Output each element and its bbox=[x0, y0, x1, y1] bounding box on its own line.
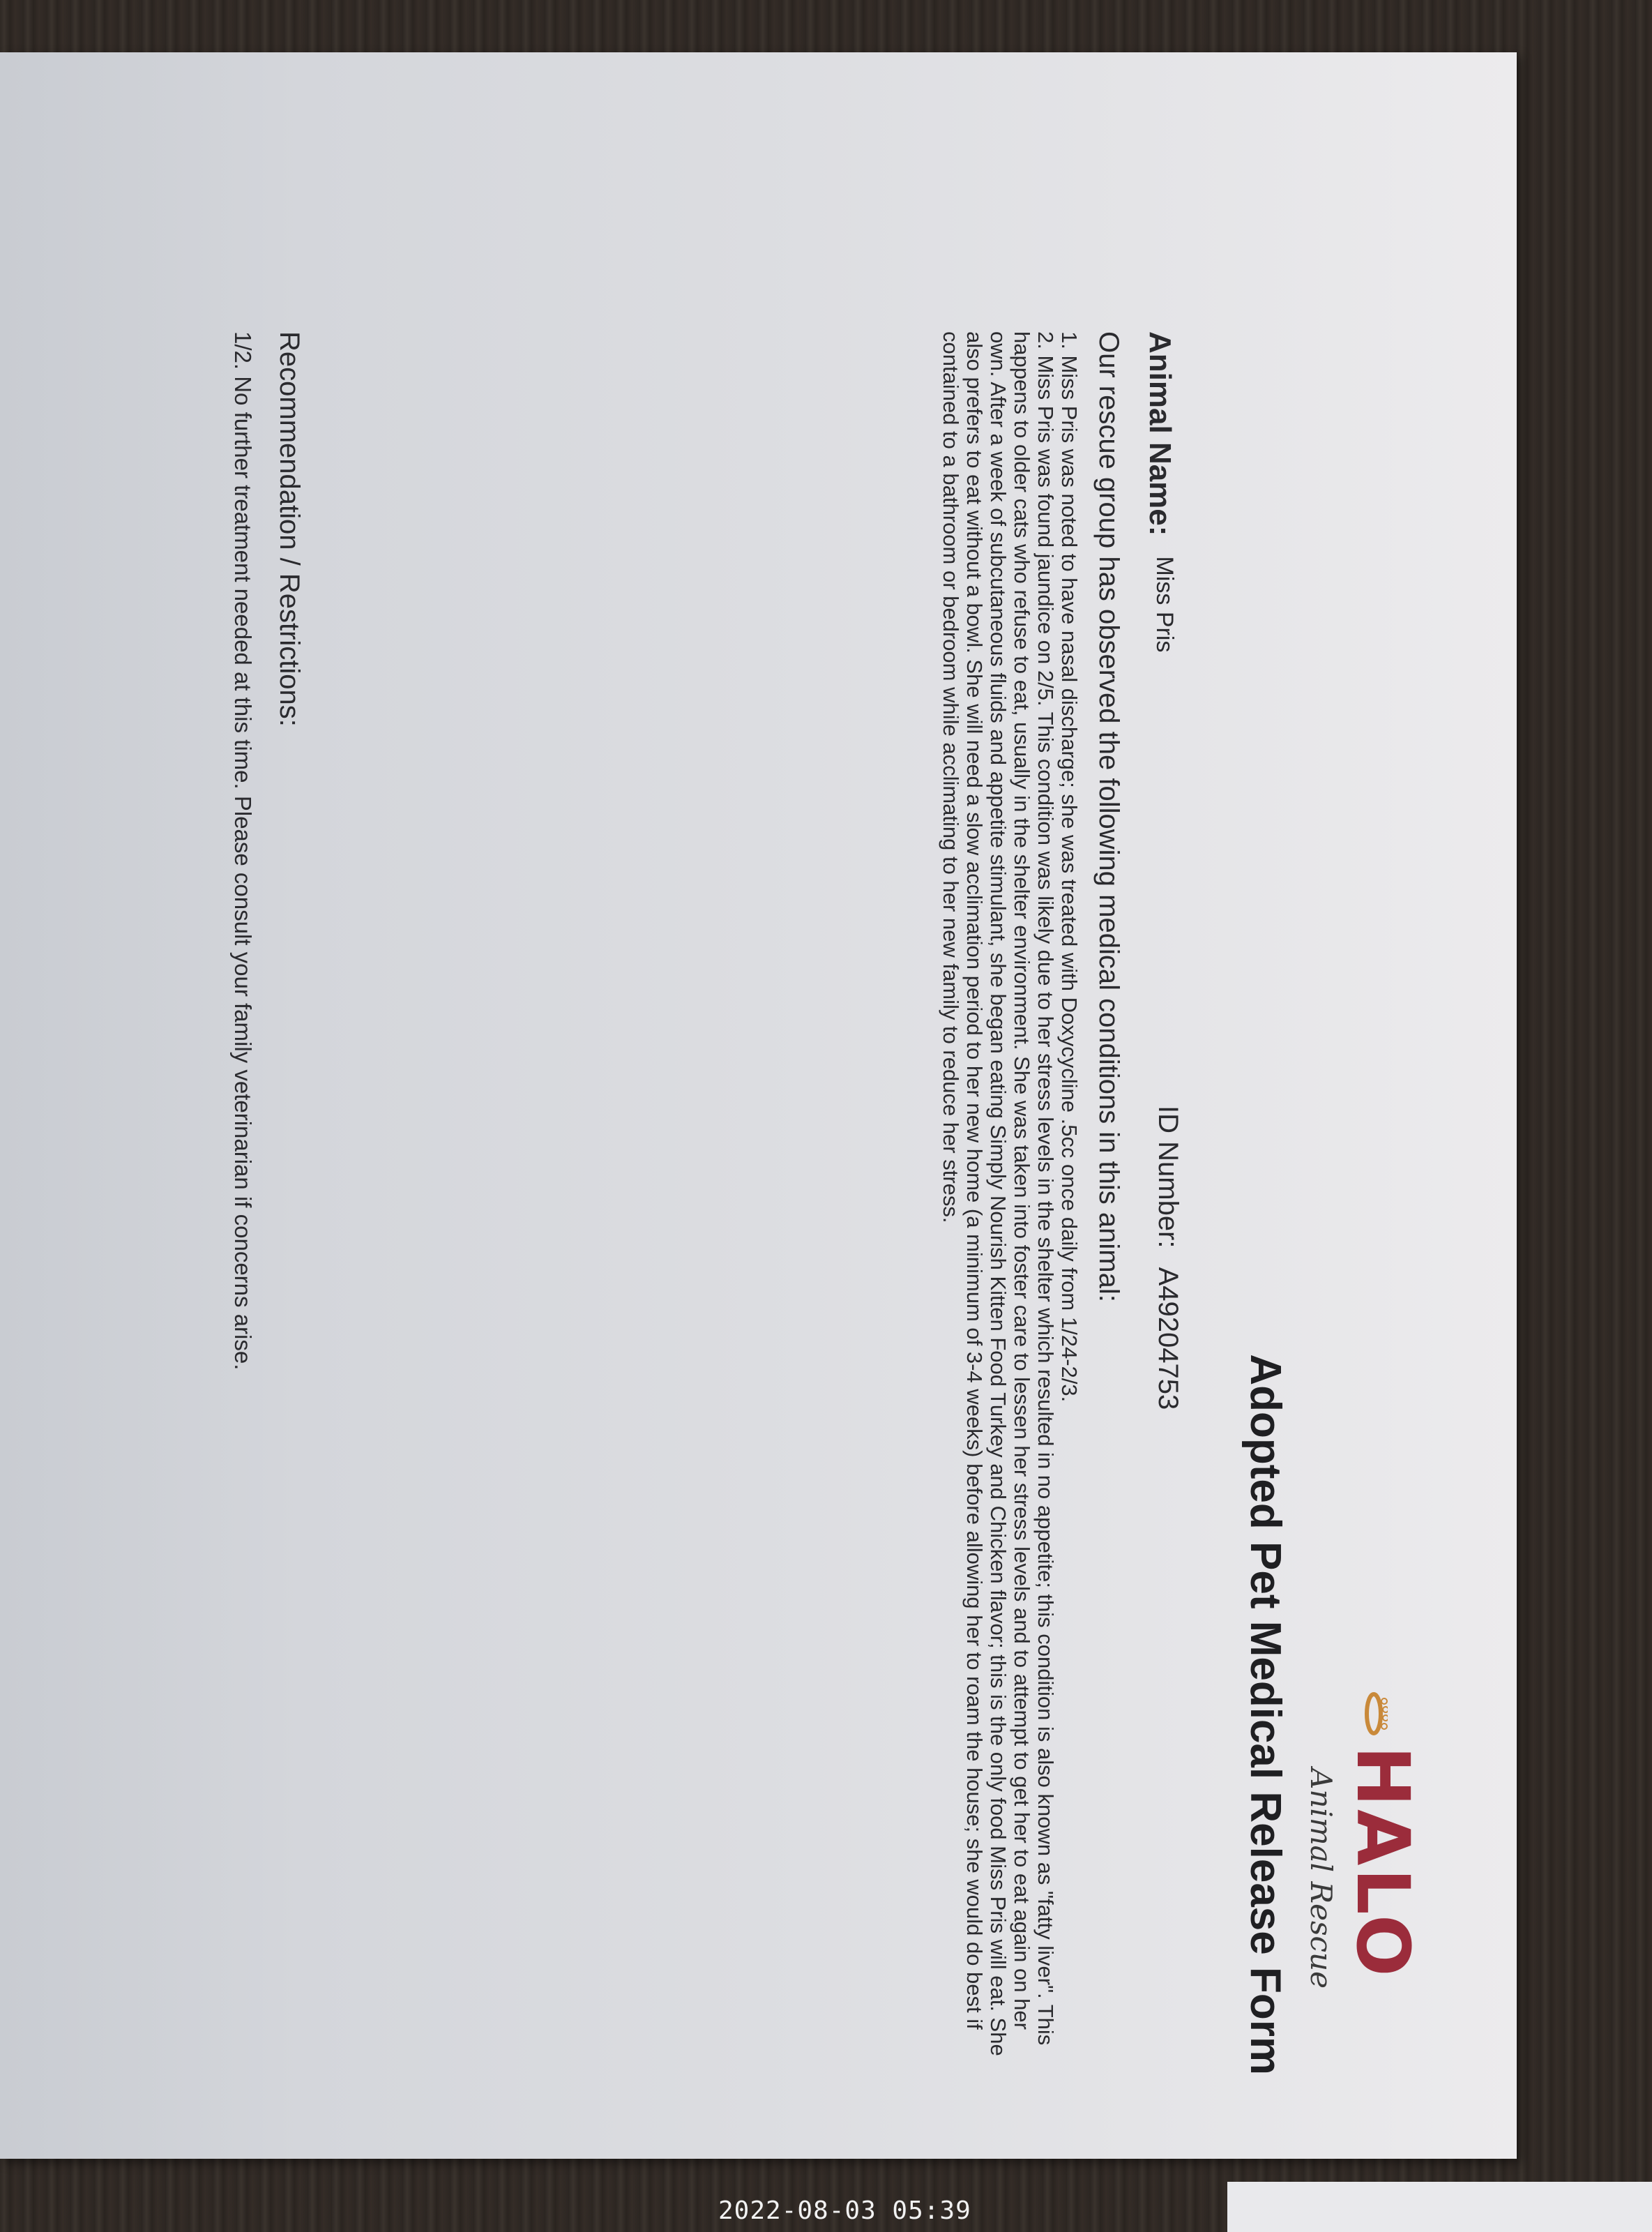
recommendation-heading: Recommendation / Restrictions: bbox=[274, 331, 305, 727]
logo-subtitle: Animal Rescue bbox=[1304, 1768, 1338, 1989]
photo-timestamp: 2022-08-03 05:39 bbox=[718, 2196, 971, 2225]
halo-ring-icon bbox=[1364, 1691, 1388, 1736]
halo-logo bbox=[1280, 1691, 1440, 1998]
animal-name-row bbox=[1143, 331, 1178, 653]
conditions-list bbox=[939, 331, 1081, 2075]
animal-name-label: Animal Name: bbox=[1143, 331, 1177, 536]
paper-sheet bbox=[0, 52, 1517, 2159]
observed-intro: Our rescue group has observed the following medical conditions in this animal: bbox=[1093, 331, 1124, 1302]
paper-corner bbox=[1227, 2182, 1652, 2232]
form-title: Adopted Pet Medical Release Form bbox=[1241, 1354, 1289, 2075]
id-number-value: A49204753 bbox=[1153, 1267, 1183, 1410]
form-page bbox=[0, 52, 1517, 2159]
id-number-row bbox=[1154, 1106, 1182, 1410]
id-number-label: ID Number: bbox=[1153, 1106, 1183, 1249]
condition-item: 1. Miss Pris was noted to have nasal discharge; she was treated with Doxycycline .5cc once daily from 1/24-2/3. bbox=[1057, 331, 1082, 1403]
recommendation-text: 1/2. No further treatment needed at this time. Please consult your family veterinarian if concerns arise. bbox=[230, 331, 256, 1371]
condition-item: 2. Miss Pris was found jaundice on 2/5. This condition was likely due to her stress levels in the shelter which resulted in no appetite; this condition is also known as "fatty liver". This happens to older cats who refuse to eat, usually in the shelter environment. She was taken into foster care to lessen her stress levels and to attempt to get her to eat again on her own. After a week of subcutaneous fluids and appetite stimulant, she began eating Simply Nourish Kitten Food Turkey and Chicken flavor; this is the only food Miss Pris will eat. She also prefers to eat without a bowl. She will need a slow acclimation period to her new home (a minimum of 3-4 weeks) before allowing her to roam the house; she would do best if contained to a bathroom or bedroom while acclimating to her new family to reduce her stress. bbox=[939, 331, 1058, 2056]
logo-brand: HALO bbox=[1340, 1746, 1425, 1980]
animal-name-value: Miss Pris bbox=[1151, 556, 1178, 653]
